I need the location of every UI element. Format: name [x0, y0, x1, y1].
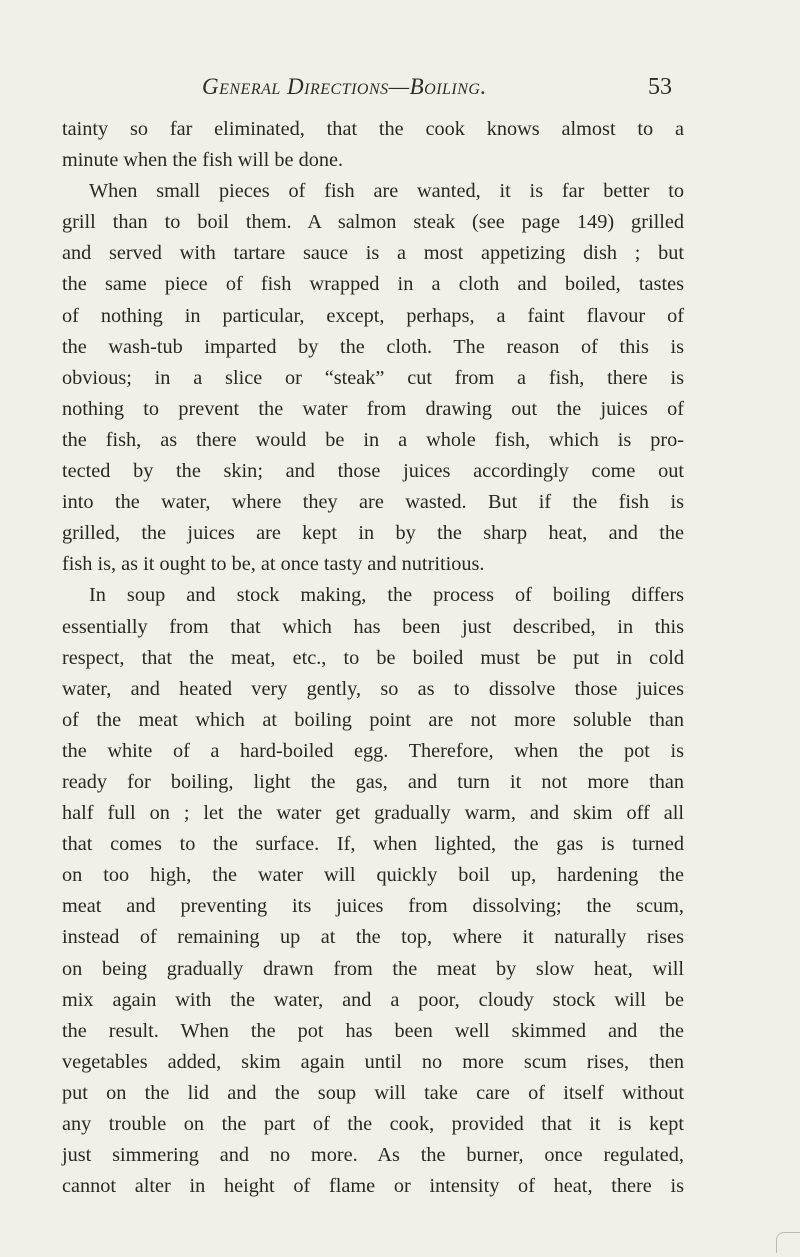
text-line: instead of remaining up at the top, where it naturally rises [62, 926, 684, 949]
text-line: essentially from that which has been just described, in this [62, 615, 684, 638]
text-line: the same piece of fish wrapped in a cloth and boiled, tastes [62, 273, 684, 296]
text-line: on being gradually drawn from the meat by slow heat, will [62, 957, 684, 980]
text-line: grilled, the juices are kept in by the sharp heat, and the [62, 522, 684, 545]
text-line: water, and heated very gently, so as to dissolve those juices [62, 677, 684, 700]
text-line: ready for boiling, light the gas, and turn it not more than [62, 770, 684, 793]
text-line: the white of a hard-boiled egg. Therefore, when the pot is [62, 739, 684, 762]
text-line: and served with tartare sauce is a most appetizing dish ; but [62, 242, 684, 265]
text-line: grill than to boil them. A salmon steak (see page 149) grilled [62, 211, 684, 234]
text-line: the result. When the pot has been well skimmed and the [62, 1019, 684, 1042]
text-line: the fish, as there would be in a whole fish, which is pro- [62, 428, 684, 451]
text-line: tected by the skin; and those juices accordingly come out [62, 460, 684, 483]
text-line: half full on ; let the water get gradually warm, and skim off all [62, 802, 684, 825]
text-line: When small pieces of fish are wanted, it is far better to [89, 180, 684, 203]
text-line: obvious; in a slice or “steak” cut from a fish, there is [62, 366, 684, 389]
text-line: nothing to prevent the water from drawing out the juices of [62, 397, 684, 420]
text-line: into the water, where they are wasted. But if the fish is [62, 491, 684, 514]
text-line: just simmering and no more. As the burner, once regulated, [62, 1144, 684, 1167]
text-line: the wash-tub imparted by the cloth. The reason of this is [62, 335, 684, 358]
text-line: on too high, the water will quickly boil up, hardening the [62, 864, 684, 887]
text-line: of the meat which at boiling point are not more soluble than [62, 708, 684, 731]
running-title: General Directions—Boiling. [202, 74, 487, 99]
text-line: that comes to the surface. If, when lighted, the gas is turned [62, 833, 684, 856]
text-line: In soup and stock making, the process of boiling differs [89, 584, 684, 607]
page-number: 53 [648, 74, 672, 100]
text-line: fish is, as it ought to be, at once tasty and nutritious. [62, 553, 485, 576]
body-text [62, 114, 684, 1202]
text-line: tainty so far eliminated, that the cook knows almost to a [62, 118, 684, 140]
text-line: mix again with the water, and a poor, cloudy stock will be [62, 988, 684, 1011]
page-corner-mark [776, 1232, 800, 1253]
text-line: respect, that the meat, etc., to be boiled must be put in cold [62, 646, 684, 669]
text-line: cannot alter in height of flame or intensity of heat, there is [62, 1175, 684, 1198]
text-line: meat and preventing its juices from dissolving; the scum, [62, 895, 684, 918]
text-line: of nothing in particular, except, perhaps, a faint flavour of [62, 304, 684, 327]
running-head [0, 74, 800, 106]
text-line: minute when the fish will be done. [62, 149, 344, 172]
text-line: vegetables added, skim again until no more scum rises, then [62, 1050, 684, 1073]
text-line: any trouble on the part of the cook, provided that it is kept [62, 1113, 684, 1135]
text-line: put on the lid and the soup will take care of itself without [62, 1081, 684, 1104]
